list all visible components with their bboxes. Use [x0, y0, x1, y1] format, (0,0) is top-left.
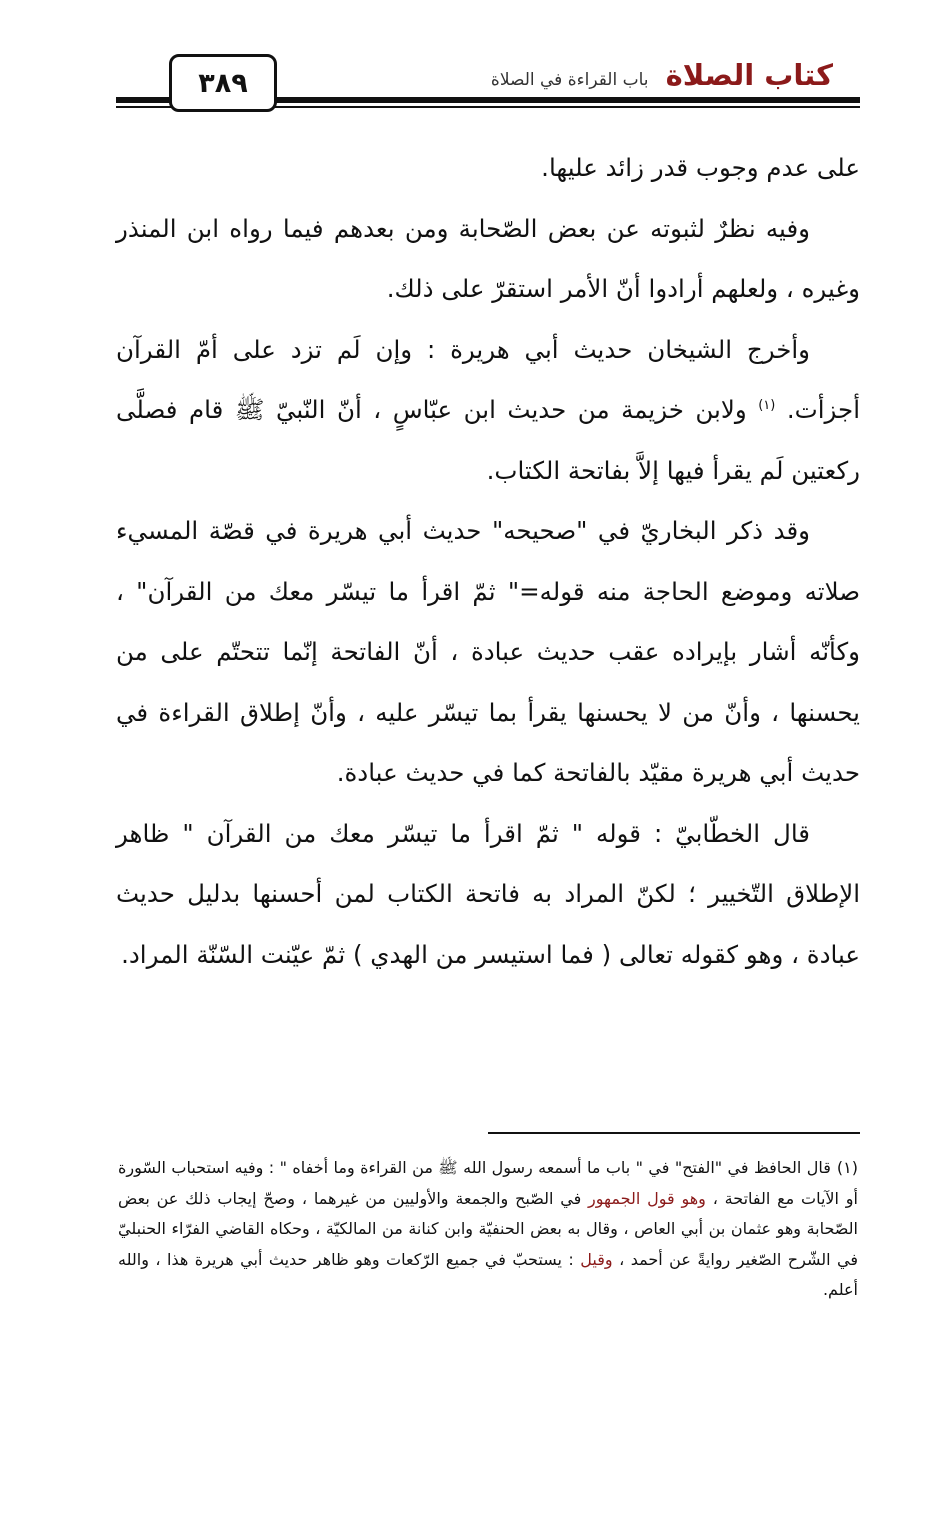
footnote-reference[interactable]: (١) [758, 397, 776, 413]
footnote-highlight-1: وهو قول الجمهور [588, 1188, 706, 1208]
footnote-text-2: في الصّبح والجمعة والأوليين من غيرهما ، وصحّ إيجاب ذلك عن بعض الصّحابة وهو عثمان بن أبي العاص ، وقال به بعض الحنفيّة وابن كنانة من المالكيّة ، وحكاه القاضي الفرّاء الحنبليّ في الشّرح الصّغير روايةً عن أحمد ، [118, 1188, 858, 1269]
paragraph-4: وقد ذكر البخاريّ في "صحيحه" حديث أبي هريرة في قصّة المسيء صلاته وموضع الحاجة منه قوله=" ثمّ اقرأ ما تيسّر معك من القرآن" ، وكأنّه أشار بإيراده عقب حديث عبادة ، أنّ الفاتحة إنّما تتحتّم على من يحسنها ، وأنّ من لا يحسنها يقرأ بما تيسّر عليه ، وأنّ إطلاق القراءة في حديث أبي هريرة مقيّد بالفاتحة كما في حديث عبادة. [116, 516, 860, 787]
footnote-text-1: قال الحافظ في "الفتح" في " باب ما أسمعه رسول الله ﷺ من القراءة وما أخفاه " : وفيه استحباب السّورة أو الآيات مع الفاتحة ، [118, 1158, 858, 1208]
footnote-highlight-2: وقيل [580, 1249, 613, 1269]
footnote-number: (١) [836, 1158, 858, 1177]
paragraph-5: قال الخطّابيّ : قوله " ثمّ اقرأ ما تيسّر معك من القرآن " ظاهر الإطلاق التّخيير ؛ لكنّ المراد به فاتحة الكتاب لمن أحسنها بدليل حديث عبادة ، وهو كقوله تعالى ( فما استيسر من الهدي ) ثمّ عيّنت السّنّة المراد. [116, 818, 860, 969]
paragraph-3 [116, 320, 860, 502]
main-text [116, 138, 860, 985]
page-header [0, 0, 945, 120]
footnote-separator [488, 1132, 860, 1134]
book-title: كتاب الصلاة [665, 58, 833, 92]
paragraph-3-part-a: وأخرج الشيخان حديث أبي هريرة : وإن لَم تزد على أمّ القرآن أجزأت. [116, 334, 861, 424]
paragraph-3-part-b: ولابن خزيمة من حديث ابن عبّاسٍ ، أنّ النّبيّ ﷺ قام فصلَّى ركعتين لَم يقرأ فيها إلاَّ بفاتحة الكتاب. [116, 395, 860, 485]
paragraph-1: على عدم وجوب قدر زائد عليها. [541, 153, 860, 182]
chapter-title: باب القراءة في الصلاة [490, 70, 649, 90]
page-number: ٣٨٩ [169, 54, 277, 112]
footnote-text-3: : يستحبّ في جميع الرّكعات وهو ظاهر حديث أبي هريرة هذا ، والله أعلم. [118, 1249, 858, 1299]
paragraph-2: وفيه نظرٌ لثبوته عن بعض الصّحابة ومن بعدهم فيما رواه ابن المنذر وغيره ، ولعلهم أرادوا أنّ الأمر استقرّ على ذلك. [116, 213, 860, 303]
running-head [491, 58, 833, 92]
footnote [118, 1153, 858, 1306]
